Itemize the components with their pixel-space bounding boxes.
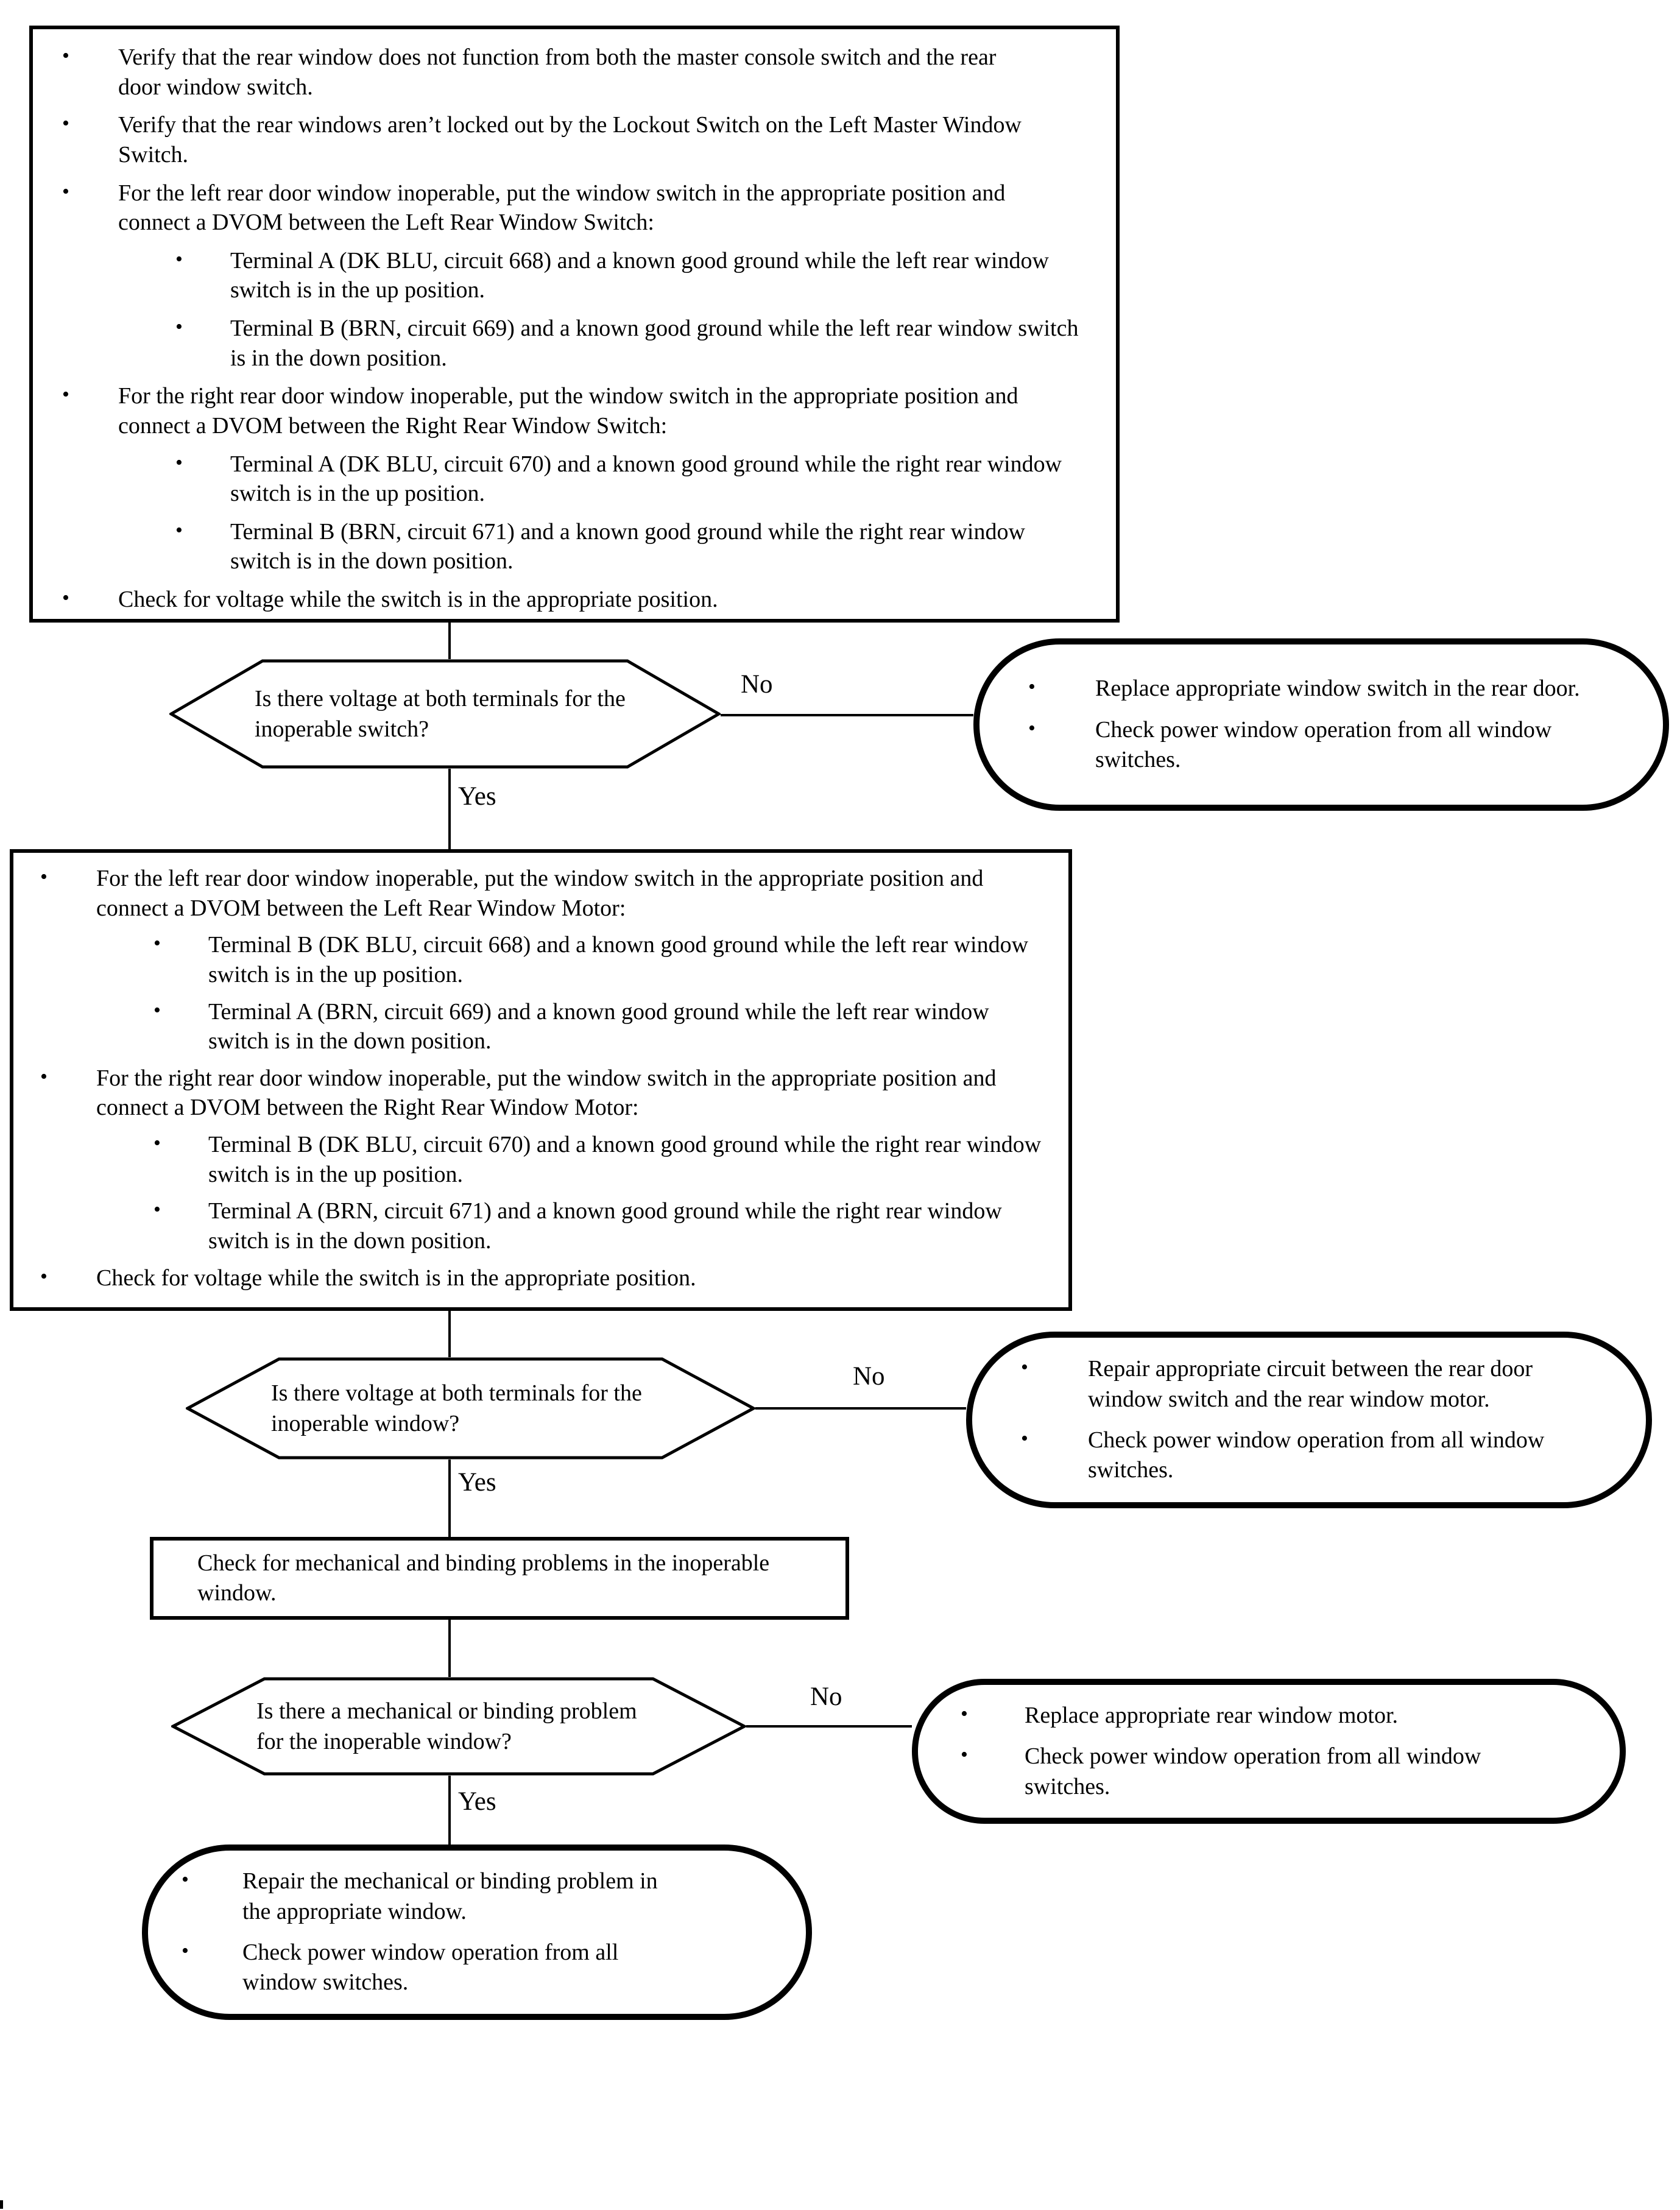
terminal-3 — [912, 1679, 1626, 1824]
list-item — [1021, 1354, 1646, 1414]
no-label-3: No — [810, 1682, 842, 1711]
bullet-marker: • — [175, 451, 183, 474]
list-item-text: Check for voltage while the switch is in the appropriate position. — [118, 587, 718, 612]
terminal-3-list — [961, 1701, 1620, 1802]
bullet-marker: • — [154, 1198, 161, 1221]
list-item-text: For the left rear door window inoperable, put the window switch in the appropriate position and connect a DVOM between the Left Rear Window Switch: — [118, 180, 1006, 236]
step-box-1 — [29, 26, 1120, 623]
bullet-marker: • — [62, 44, 69, 67]
list-item — [1028, 674, 1663, 704]
list-item-text: Terminal B (BRN, circuit 669) and a known good ground while the left rear window switch is in the down position. — [230, 316, 1079, 371]
decision-hex-1 — [169, 659, 721, 769]
connector-line — [448, 1311, 451, 1357]
list-item-text: Replace appropriate rear window motor. — [1025, 1702, 1399, 1728]
decision-hex-3 — [171, 1677, 746, 1776]
yes-label-3: Yes — [458, 1787, 496, 1816]
list-item — [62, 43, 1092, 102]
list-item-text: Repair appropriate circuit between the rear door window switch and the rear window motor. — [1088, 1356, 1533, 1412]
terminal-1-list — [1028, 674, 1663, 775]
bullet-marker: • — [40, 866, 48, 888]
list-item — [1021, 1425, 1646, 1486]
terminal-2 — [966, 1332, 1652, 1508]
terminal-final-list — [182, 1866, 806, 1998]
list-item — [1028, 715, 1663, 775]
list-item-text: Verify that the rear windows aren’t locked out by the Lockout Switch on the Left Master Window Switch. — [118, 112, 1022, 168]
terminal-final — [142, 1845, 812, 2020]
list-item — [182, 1866, 806, 1927]
bullet-marker: • — [62, 383, 69, 406]
list-item — [175, 517, 1092, 576]
bullet-marker: • — [62, 587, 69, 609]
decision-3-text: Is there a mechanical or binding problem for the inoperable window? — [256, 1698, 637, 1754]
list-item-text: Check power window operation from all window switches. — [242, 1940, 619, 1996]
bullet-marker: • — [40, 1265, 48, 1288]
process-box — [150, 1537, 849, 1620]
list-item-text: Terminal A (DK BLU, circuit 668) and a known good ground while the left rear window switch is in the up position. — [230, 247, 1049, 303]
connector-line — [448, 1776, 451, 1845]
no-label-2: No — [853, 1362, 885, 1391]
list-item — [175, 314, 1092, 373]
bullet-marker: • — [40, 1065, 48, 1088]
list-item — [62, 110, 1092, 169]
bullet-marker: • — [1021, 1427, 1028, 1450]
list-item-text: Check power window operation from all window switches. — [1095, 716, 1552, 773]
decision-2-text: Is there voltage at both terminals for the inoperable window? — [271, 1380, 642, 1436]
bullet-marker: • — [62, 180, 69, 203]
list-item-text: For the right rear door window inoperable, put the window switch in the appropriate position and connect a DVOM between the Right Rear Window Switch: — [118, 383, 1018, 439]
list-item-text: Terminal A (BRN, circuit 669) and a known good ground while the left rear window switch is in the down position. — [208, 998, 989, 1054]
bullet-marker: • — [175, 247, 183, 270]
list-item — [40, 864, 1044, 923]
list-item-text: Terminal B (DK BLU, circuit 670) and a known good ground while the right rear window switch is in the up position. — [208, 1132, 1042, 1187]
list-item — [175, 246, 1092, 305]
yes-label-2: Yes — [458, 1468, 496, 1497]
bullet-marker: • — [182, 1940, 189, 1962]
connector-line — [746, 1725, 912, 1728]
bullet-marker: • — [154, 932, 161, 955]
list-item-text: Check for voltage while the switch is in the appropriate position. — [96, 1265, 696, 1291]
list-item-text: Terminal B (BRN, circuit 671) and a known good ground while the right rear window switch is in the down position. — [230, 518, 1025, 574]
yes-label-1: Yes — [458, 782, 496, 811]
bullet-marker: • — [175, 518, 183, 542]
decision-1-text: Is there voltage at both terminals for the inoperable switch? — [255, 685, 626, 742]
bullet-marker: • — [961, 1743, 968, 1767]
process-box-text: Check for mechanical and binding problems in the inoperable window. — [197, 1550, 770, 1606]
list-item — [961, 1701, 1620, 1731]
list-item-text: Check power window operation from all window switches. — [1088, 1427, 1545, 1483]
list-item-text: Repair the mechanical or binding problem in the appropriate window. — [242, 1868, 658, 1924]
connector-line — [448, 1460, 451, 1537]
list-item-text: Check power window operation from all window switches. — [1025, 1743, 1481, 1799]
bullet-marker: • — [182, 1868, 189, 1891]
step-box-2-list — [40, 864, 1044, 1293]
list-item-text: For the left rear door window inoperable, put the window switch in the appropriate position and connect a DVOM between the Left Rear Window Motor: — [96, 866, 984, 921]
connector-line — [755, 1407, 966, 1410]
bullet-marker: • — [175, 316, 183, 338]
bullet-marker: • — [961, 1702, 968, 1725]
connector-line — [721, 714, 973, 716]
scan-artifact — [0, 2200, 3, 2209]
connector-line — [448, 623, 451, 659]
list-item — [40, 1064, 1044, 1123]
list-item — [62, 381, 1092, 440]
list-item — [154, 1196, 1044, 1255]
bullet-marker: • — [1028, 676, 1036, 699]
list-item-text: For the right rear door window inoperable, put the window switch in the appropriate position and connect a DVOM between the Right Rear Window Motor: — [96, 1065, 997, 1121]
list-item — [182, 1938, 806, 1998]
bullet-marker: • — [154, 998, 161, 1022]
bullet-marker: • — [62, 112, 69, 135]
bullet-marker: • — [1028, 716, 1036, 740]
list-item — [40, 1263, 1044, 1293]
no-label-1: No — [741, 670, 773, 699]
bullet-marker: • — [154, 1132, 161, 1154]
list-item — [154, 930, 1044, 989]
decision-hex-2 — [186, 1357, 755, 1460]
list-item-text: Verify that the rear window does not function from both the master console switch and the rear door window switch. — [118, 44, 997, 100]
list-item — [175, 450, 1092, 509]
list-item-text: Replace appropriate window switch in the rear door. — [1095, 676, 1580, 702]
list-item — [62, 585, 1092, 615]
bullet-marker: • — [1021, 1356, 1028, 1379]
list-item — [62, 178, 1092, 238]
list-item — [961, 1742, 1620, 1802]
list-item — [154, 1130, 1044, 1189]
step-box-1-list — [62, 43, 1092, 615]
list-item — [154, 997, 1044, 1056]
connector-line — [448, 769, 451, 849]
list-item-text: Terminal A (DK BLU, circuit 670) and a known good ground while the right rear window switch is in the up position. — [230, 451, 1062, 507]
terminal-2-list — [1021, 1354, 1646, 1486]
connector-line — [448, 1620, 451, 1677]
terminal-1 — [973, 638, 1669, 811]
list-item-text: Terminal B (DK BLU, circuit 668) and a known good ground while the left rear window switch is in the up position. — [208, 932, 1029, 987]
step-box-2 — [10, 849, 1072, 1311]
list-item-text: Terminal A (BRN, circuit 671) and a known good ground while the right rear window switch is in the down position. — [208, 1198, 1002, 1254]
